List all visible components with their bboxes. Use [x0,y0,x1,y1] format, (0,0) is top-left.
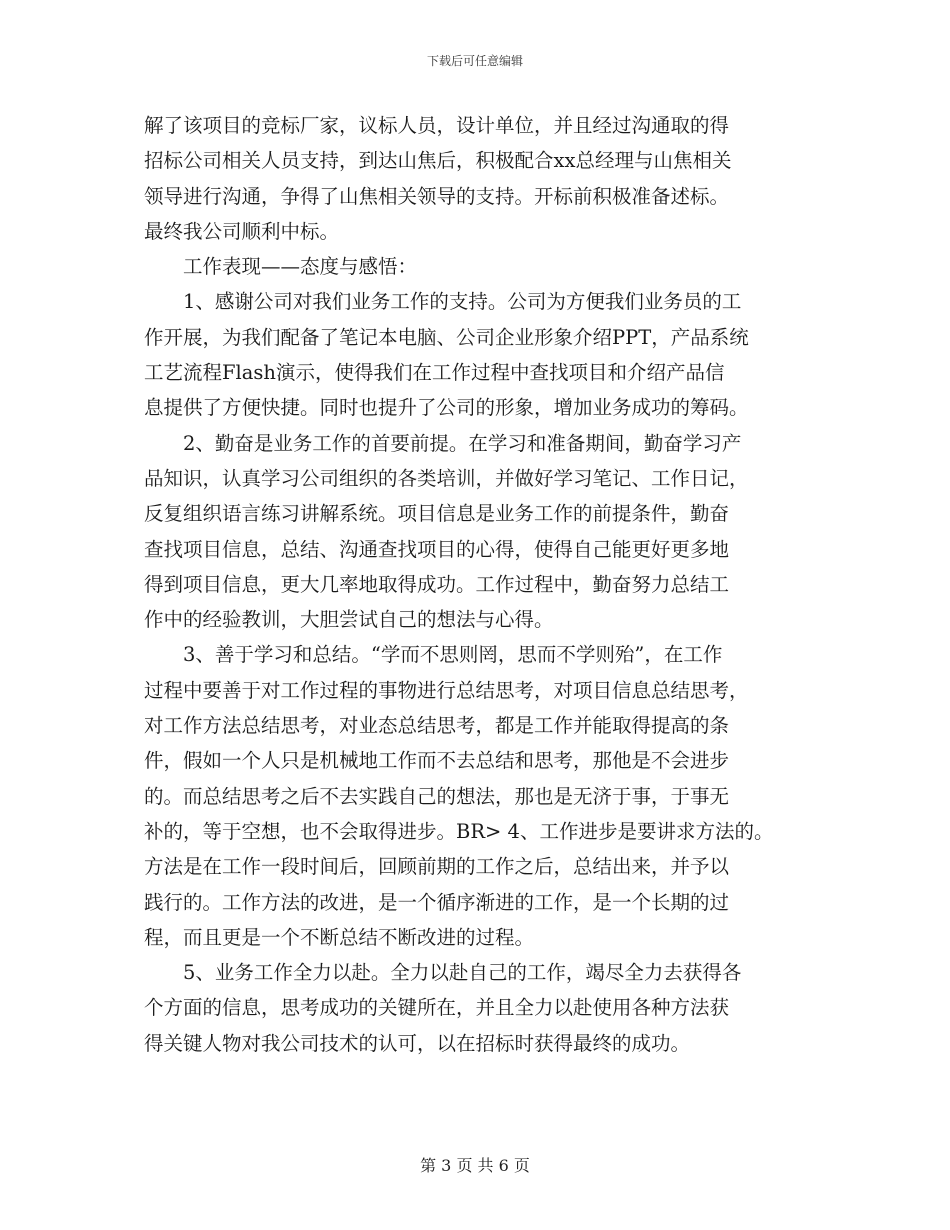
text-line: 1、感谢公司对我们业务工作的支持。公司为方便我们业务员的工 [183,290,742,314]
text-line: 方法是在工作一段时间后，回顾前期的工作之后，总结出来，并予以 [144,855,730,879]
text-line: 解了该项目的竞标厂家，议标人员，设计单位，并且经过沟通取的得 [144,114,730,137]
document-body [144,108,824,1061]
text-line: 工作表现——态度与感悟： [183,255,418,279]
text-line: 得关键人物对我公司技术的认可，以在招标时获得最终的成功。 [144,1031,691,1055]
text-line: 工艺流程Flash演示，使得我们在工作过程中查找项目和介绍产品信 [144,361,725,385]
text-line: 品知识，认真学习公司组织的各类培训，并做好学习笔记、工作日记， [144,466,749,490]
text-line: 的。而总结思考之后不去实践自己的想法，那也是无济于事，于事无 [144,784,730,808]
text-line: 对工作方法总结思考，对业态总结思考，都是工作并能取得提高的条 [144,714,730,738]
text-line: 过程中要善于对工作过程的事物进行总结思考，对项目信息总结思考， [144,678,749,702]
text-line: 践行的。工作方法的改进，是一个循序渐进的工作，是一个长期的过 [144,890,730,914]
text-line: 息提供了方便快捷。同时也提升了公司的形象，增加业务成功的筹码。 [144,396,749,420]
text-line: 作开展，为我们配备了笔记本电脑、公司企业形象介绍PPT，产品系统 [144,325,749,349]
text-line: 3、善于学习和总结。“学而不思则罔，思而不学则殆”，在工作 [183,643,723,667]
page-number: 第 3 页 共 6 页 [420,1156,530,1175]
text-line: 件，假如一个人只是机械地工作而不去总结和思考，那他是不会进步 [144,749,730,773]
text-line: 领导进行沟通，争得了山焦相关领导的支持。开标前积极准备述标。 [144,184,730,208]
text-line: 作中的经验教训，大胆尝试自己的想法与心得。 [144,608,554,632]
page-header: 下载后可任意编辑 [426,54,523,68]
text-line: 反复组织语言练习讲解系统。项目信息是业务工作的前提条件，勤奋 [144,502,730,526]
text-line: 得到项目信息，更大几率地取得成功。工作过程中，勤奋努力总结工 [144,572,730,596]
text-line: 2、勤奋是业务工作的首要前提。在学习和准备期间，勤奋学习产 [183,431,742,455]
text-line: 程，而且更是一个不断总结不断改进的过程。 [144,925,535,949]
text-line: 招标公司相关人员支持，到达山焦后，积极配合xx总经理与山焦相关 [144,149,732,173]
text-line: 最终我公司顺利中标。 [144,219,340,243]
text-line: 5、业务工作全力以赴。全力以赴自己的工作，竭尽全力去获得各 [183,961,742,985]
text-line: 补的，等于空想，也不会取得进步。BR> 4、工作进步是要讲求方法的。 [144,819,774,843]
text-line: 个方面的信息，思考成功的关键所在，并且全力以赴使用各种方法获 [144,996,730,1020]
text-line: 查找项目信息，总结、沟通查找项目的心得，使得自己能更好更多地 [144,537,730,561]
